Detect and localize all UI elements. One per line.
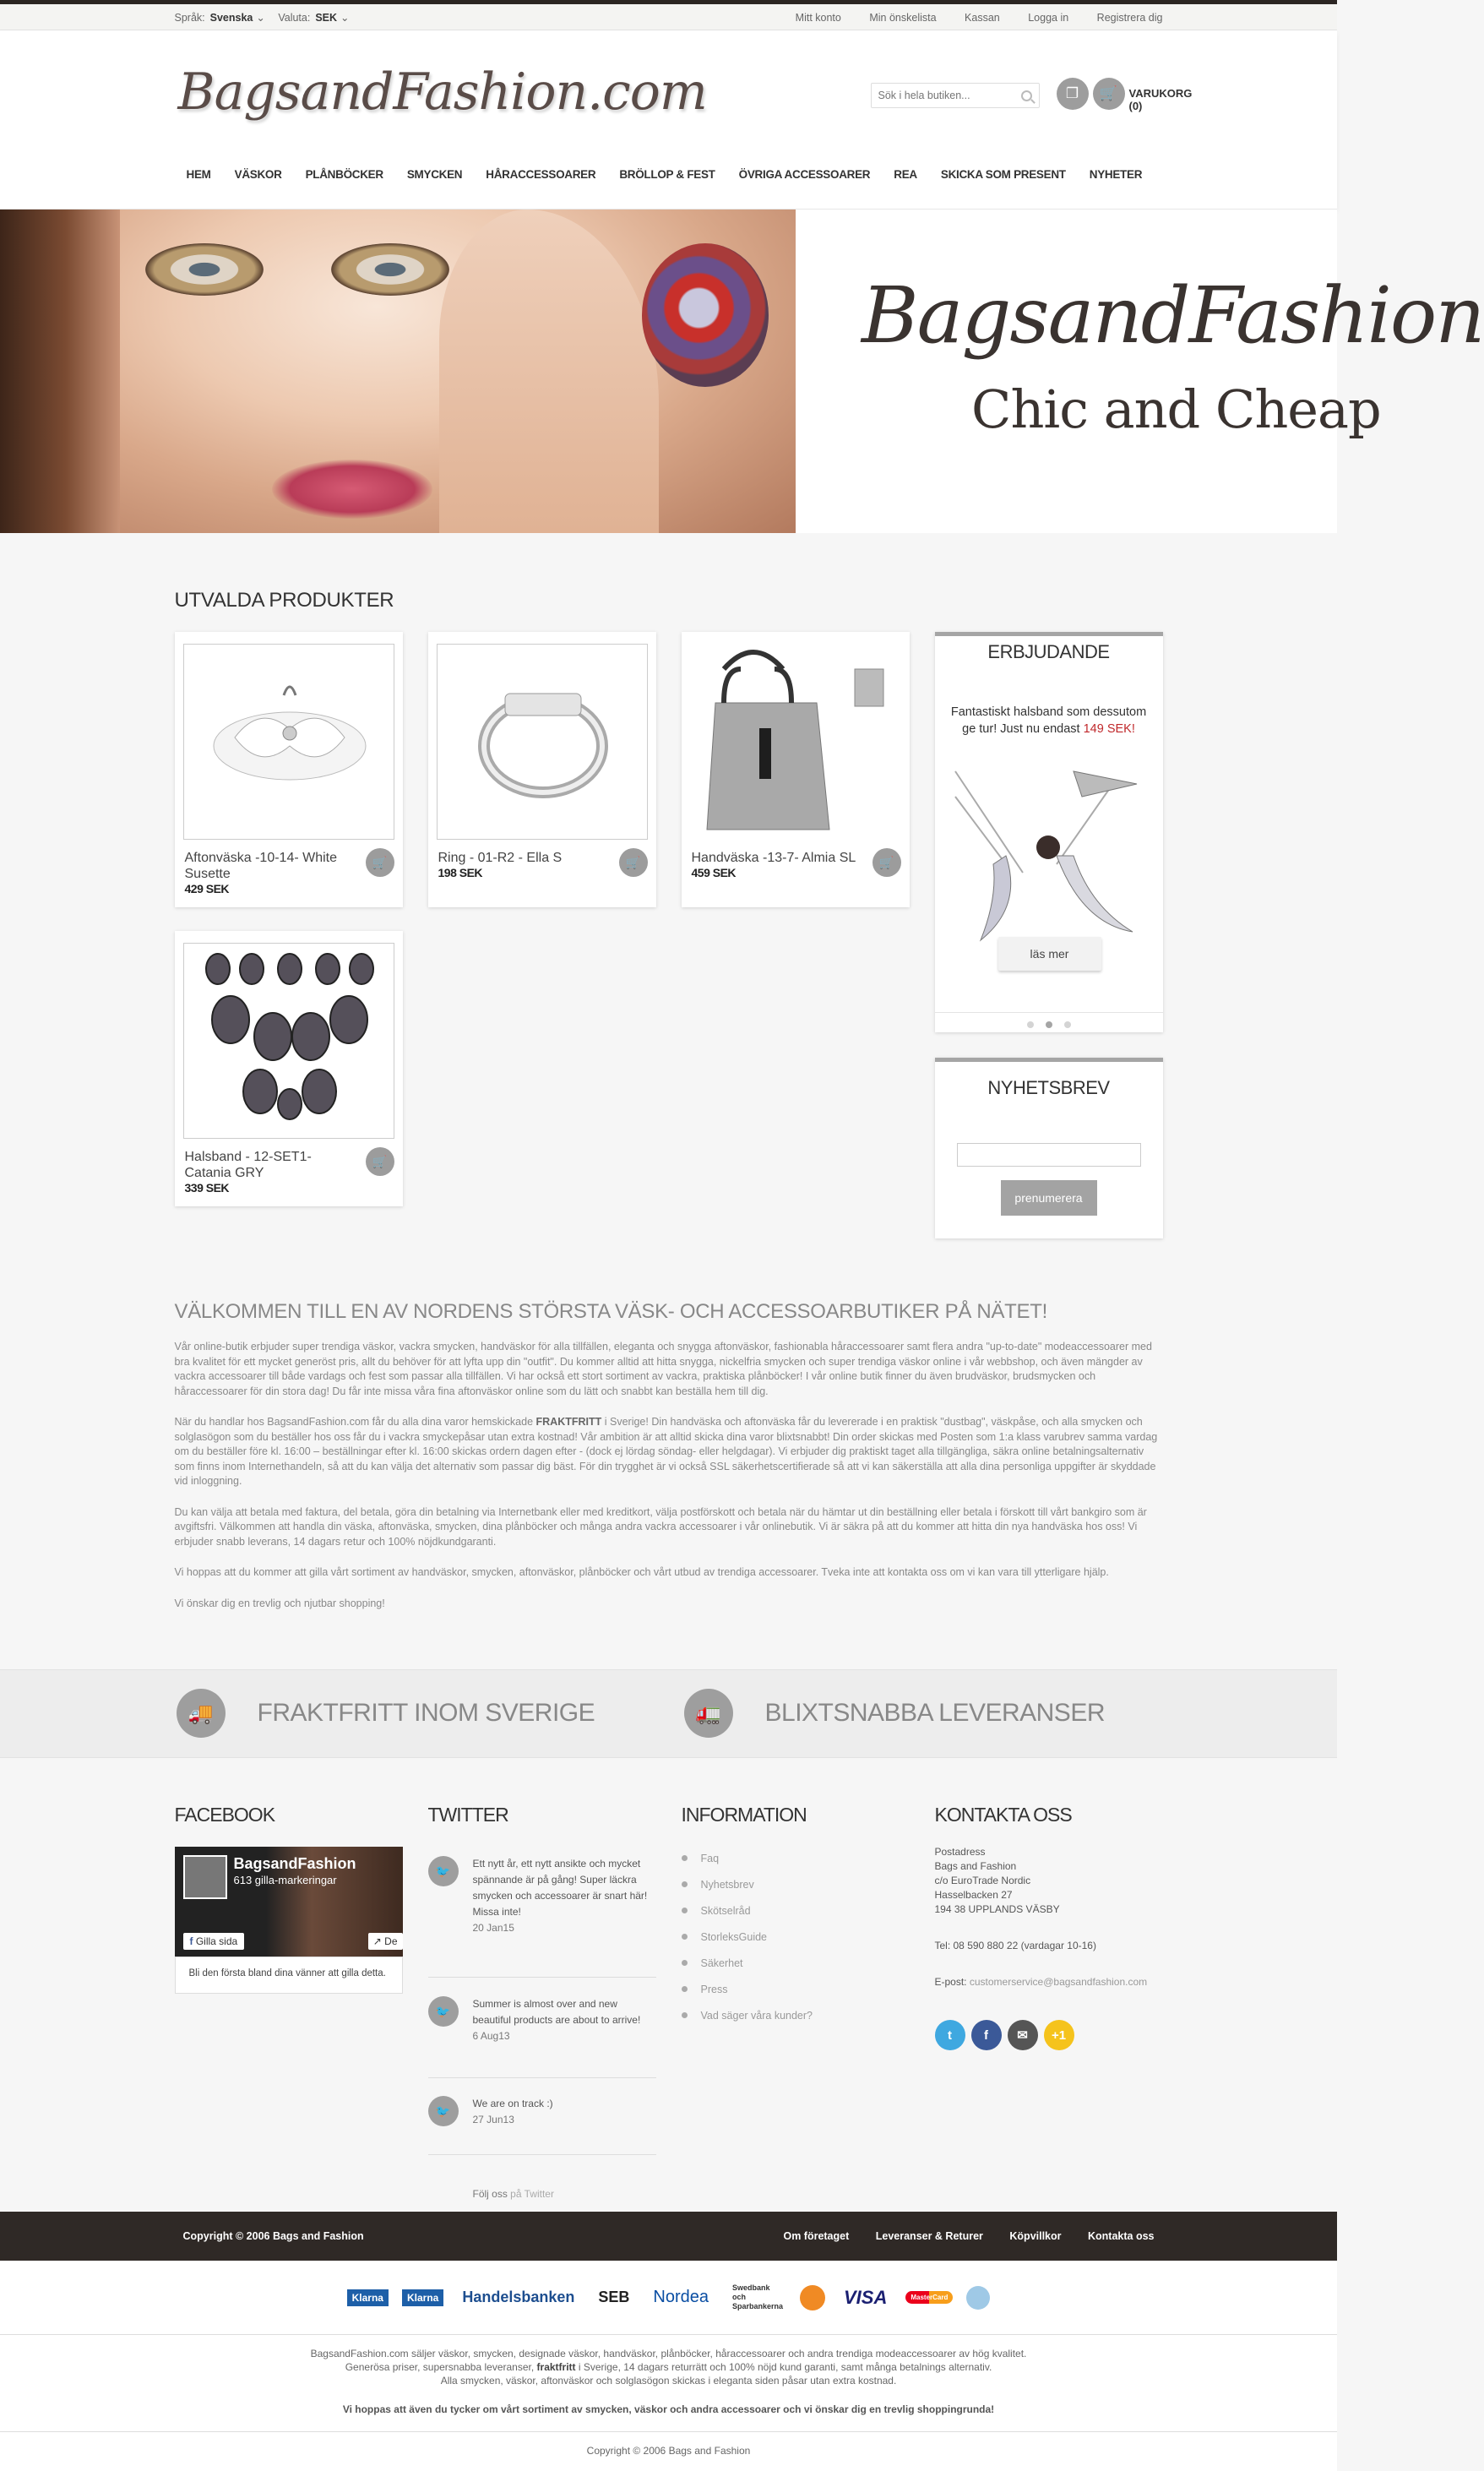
bottom-copyright: Copyright © 2006 Bags and Fashion — [0, 2431, 1337, 2457]
bullet-icon — [682, 1908, 688, 1913]
follow-twitter-link[interactable]: Följ oss på Twitter — [472, 2188, 554, 2200]
swedbank-logo: Swedbank och Sparbankerna — [732, 2283, 784, 2310]
handelsbanken-logo: Handelsbanken — [462, 2289, 575, 2305]
twitter-bird-icon: 🐦 — [428, 2096, 459, 2126]
read-more-button[interactable]: läs mer — [998, 937, 1101, 971]
offer-text: Fantastiskt halsband som dessutom ge tur! Just nu endast 149 SEK! — [950, 705, 1147, 736]
twitter-bird-icon: 🐦 — [428, 1856, 459, 1886]
offer-title: ERBJUDANDE — [987, 641, 1110, 662]
social-icons — [935, 2020, 1163, 2050]
product-card[interactable] — [175, 931, 403, 1206]
product-price: 339 SEK — [184, 1181, 230, 1195]
twitter-icon[interactable]: t — [935, 2020, 965, 2050]
banner-brand-text: BagsandFashion — [862, 270, 1484, 361]
banner-eye-right — [331, 243, 449, 296]
swedbank-icon — [800, 2285, 825, 2310]
facebook-likes: 613 gilla-markeringar — [233, 1874, 337, 1886]
main-nav — [175, 168, 1155, 181]
info-link-faq[interactable]: Faq — [682, 1845, 910, 1871]
login-link[interactable]: Logga in — [1028, 11, 1069, 24]
checkout-link[interactable]: Kassan — [965, 11, 1000, 24]
currency-label: Valuta: — [278, 12, 311, 24]
seb-logo: SEB — [598, 2289, 630, 2305]
bullet-icon — [682, 1855, 688, 1861]
language-label: Språk: — [174, 12, 205, 24]
information-column — [682, 1804, 910, 2028]
klarna-logo: Klarna — [402, 2289, 443, 2306]
truck-icon: 🚚 — [177, 1689, 226, 1738]
twitter-bird-icon: 🐦 — [428, 1996, 459, 2027]
header — [0, 30, 1337, 210]
nav-news[interactable]: NYHETER — [1089, 168, 1143, 181]
facebook-avatar — [183, 1855, 227, 1899]
compare-icon[interactable]: ❐ — [1057, 78, 1089, 110]
language-select[interactable]: Svenska ⌄ — [209, 12, 265, 24]
hero-banner[interactable] — [0, 210, 1484, 533]
usp-free-shipping: 🚚 FRAKTFRITT INOM SVERIGE — [177, 1689, 595, 1738]
add-to-cart-button[interactable] — [366, 1147, 394, 1176]
top-bar — [0, 0, 1337, 30]
newsletter-widget — [935, 1058, 1163, 1238]
footer-link-about[interactable]: Om företaget — [783, 2230, 850, 2242]
footer-link-delivery-returns[interactable]: Leveranser & Returer — [875, 2230, 983, 2242]
nav-hair-accessories[interactable]: HÅRACCESSOARER — [486, 168, 596, 181]
klarna-logo: Klarna — [347, 2289, 389, 2306]
welcome-paragraph: Vi önskar dig en trevlig och njutbar shopping! — [174, 1597, 385, 1609]
product-image[interactable] — [690, 644, 901, 840]
google-plus-icon[interactable]: +1 — [1044, 2020, 1074, 2050]
bullet-icon — [682, 1986, 688, 1992]
offer-slider-dots — [935, 1012, 1163, 1028]
banner-image-hair — [0, 210, 120, 533]
product-price: 459 SEK — [691, 866, 737, 879]
cart-icon: 🛒 — [878, 855, 894, 869]
usp-band — [0, 1669, 1337, 1758]
banner-slogan: Chic and Cheap — [971, 378, 1381, 440]
add-to-cart-button[interactable] — [872, 848, 901, 877]
cart-icon: 🛒 — [372, 1154, 388, 1168]
twitter-title: TWITTER — [427, 1804, 508, 1826]
nav-home[interactable]: HEM — [186, 168, 211, 181]
fast-truck-icon: 🚛 — [684, 1689, 733, 1738]
subscribe-button[interactable]: prenumerera — [1001, 1180, 1097, 1216]
add-to-cart-button[interactable] — [619, 848, 648, 877]
footer-link-terms[interactable]: Köpvillkor — [1009, 2230, 1062, 2242]
chevron-down-icon: ⌄ — [340, 12, 350, 24]
offer-necklace-image[interactable] — [947, 763, 1150, 957]
footer-bar — [0, 2212, 1337, 2261]
product-price: 198 SEK — [438, 866, 483, 879]
cart-icon: 🛒 — [372, 855, 388, 869]
slider-dot[interactable] — [1064, 1021, 1071, 1028]
newsletter-title: NYHETSBREV — [987, 1077, 1110, 1098]
wishlist-link[interactable]: Min önskelista — [869, 11, 937, 24]
nav-send-as-gift[interactable]: SKICKA SOM PRESENT — [940, 168, 1066, 181]
ssl-icon — [966, 2286, 990, 2310]
featured-section — [0, 533, 1337, 1293]
nav-other-accessories[interactable]: ÖVRIGA ACCESSOARER — [738, 168, 871, 181]
facebook-widget[interactable] — [175, 1847, 403, 1957]
product-image[interactable] — [437, 644, 648, 840]
nav-bags[interactable]: VÄSKOR — [234, 168, 282, 181]
info-link-care[interactable]: Skötselråd — [682, 1897, 910, 1924]
usp-fast-delivery: 🚛 BLIXTSNABBA LEVERANSER — [684, 1689, 1106, 1738]
footer-copyright: Copyright © 2006 Bags and Fashion — [182, 2230, 364, 2242]
facebook-note: Bli den första bland dina vänner att gilla detta. — [175, 1957, 403, 1994]
welcome-paragraph: Du kan välja att betala med faktura, del betala, göra din betalning via Internetbank eller med kreditkort, välja postförskott och betala när du hämtar ut din beställning eller betala i förskott till vårt bankgiro som är avgiftsfri. Välkommen att handla din väska, aftonväska, smycken, dina plånböcker och många andra vackra accessoarer i vår onlinebutik. Vi är säkra på att du kommer att hitta din nya handväska hos oss! Vi erbjuder snabb leverans, 14 dagars retur och 100% nöjdkundgaranti. — [174, 1505, 1147, 1548]
slider-dot[interactable] — [1027, 1021, 1034, 1028]
bullet-icon — [682, 1960, 688, 1966]
banner-eye-left — [145, 243, 264, 296]
product-image[interactable] — [183, 644, 394, 840]
twitter-column: TWITTER 🐦 Ett nytt år, ett nytt ansikte och mycket spännande är på gång! Super läckra smycken och accessoarer är snart här! Missa inte! 20 Jan15 🐦 Summer is almost over and new beautiful products are about to arrive! 6 Aug13 🐦 We are on track :) 27 Jun13 Följ oss på Twitter — [428, 1804, 656, 2209]
offer-price: 149 SEK! — [1083, 722, 1135, 736]
bullet-icon — [682, 1934, 688, 1940]
info-link-security[interactable]: Säkerhet — [682, 1950, 910, 1976]
facebook-page-name[interactable]: BagsandFashion — [233, 1855, 356, 1872]
product-name[interactable]: Handväska -13-7- Almia SL — [691, 851, 856, 865]
product-card[interactable] — [175, 632, 403, 907]
slider-dot-active[interactable] — [1046, 1021, 1052, 1028]
bullet-icon — [682, 2012, 688, 2018]
facebook-like-button[interactable]: f Gilla sida — [183, 1933, 245, 1950]
product-image[interactable] — [183, 943, 394, 1139]
info-link-size-guide[interactable]: StorleksGuide — [682, 1924, 910, 1950]
search-icon[interactable] — [1021, 90, 1032, 101]
contact-phone: Tel: 08 590 880 22 (vardagar 10-16) — [934, 1940, 1096, 1951]
newsletter-email-input[interactable] — [957, 1143, 1141, 1167]
banner-text-area — [796, 210, 1337, 533]
site-logo[interactable]: BagsandFashion.com — [177, 63, 707, 122]
facebook-share-button[interactable]: ↗ De — [368, 1933, 403, 1950]
search-box[interactable] — [871, 83, 1040, 108]
welcome-title: VÄLKOMMEN TILL EN AV NORDENS STÖRSTA VÄSK- OCH ACCESSOARBUTIKER PÅ NÄTET! — [174, 1300, 1047, 1323]
product-card[interactable] — [428, 632, 656, 907]
register-link[interactable]: Registrera dig — [1096, 11, 1163, 24]
info-link-reviews[interactable]: Vad säger våra kunder? — [682, 2002, 910, 2028]
footer-link-contact[interactable]: Kontakta oss — [1088, 2230, 1155, 2242]
product-name[interactable]: Halsband - 12-SET1-Catania GRY — [184, 1150, 312, 1180]
facebook-icon: f — [189, 1935, 196, 1947]
facebook-column — [175, 1804, 403, 1994]
nav-wallets[interactable]: PLÅNBÖCKER — [305, 168, 383, 181]
welcome-section — [0, 1293, 1337, 1669]
footer-columns — [0, 1758, 1337, 2212]
add-to-cart-button[interactable] — [366, 848, 394, 877]
cart-link[interactable]: VARUKORG (0) — [1128, 87, 1193, 112]
product-name[interactable]: Aftonväska -10-14- White Susette — [184, 851, 338, 881]
facebook-title: FACEBOOK — [174, 1804, 275, 1826]
welcome-paragraph: När du handlar hos BagsandFashion.com får du alla dina varor hemskickade FRAKTFRITT i Sverige! Din handväska och aftonväska får du levererade i en praktisk "dustbag", väskpåse, och alla smycken och solglasögon som du beställer hos oss får du i vackra smyckepåsar utan extra kostnad! Vår ambition är att alltid skicka dina varor blixtsnabbt! Din order skickas med Posten som 1:a klass varubrev samma vardag om du beställer före kl. 16:00 – beställningar efter kl. 16:00 skickas ordern dagen efter - (dock ej lördag söndag- eller helgdagar). Vi erbjuder dig praktiskt taget alla tillgängliga, säkra online betalningsalternativ som finns inom Internethandeln, så att du kan välja det alternativ som passar dig bäst. För din trygghet är vi också SSL säkerhetscertifierade så att vi kan säkerställa att alla dina personliga uppgifter är skyddade vid inloggning. — [174, 1416, 1158, 1487]
welcome-paragraph: Vår online-butik erbjuder super trendiga väskor, vackra smycken, handväskor för alla tillfällen, eleganta och snygga aftonväskor, fashionabla håraccessoarer samt flera andra "up-to-date" modeaccessoarer med bra kvalitet för ett mycket generöst pris, allt du behöver för att lyfta upp din "outfit". Du kommer alltid att hitta snygga, nickelfria smycken och super trendiga väskor online i vår webbshop, och även mängder av vackra accessoarer till både vardags och fest som passar alla tillfällen. Vi har också ett stort sortiment av vackra, praktiska plånböcker! I vår online butik finner du även brudväskor, brudsmycken och håraccessoarer för din stora dag! Du får inte missa våra fina aftonväskor online som du lätt och snabbt kan beställa hem till dig. — [174, 1341, 1152, 1397]
cart-icon: 🛒 — [625, 855, 641, 869]
visa-logo: VISA — [844, 2286, 888, 2308]
product-name[interactable]: Ring - 01-R2 - Ella S — [438, 851, 563, 865]
search-input[interactable] — [878, 90, 1021, 101]
bottom-text: BagsandFashion.com säljer väskor, smycken, designade väskor, handväskor, plånböcker, håraccessoarer och andra trendiga modeaccessoarer av hög kvalitet. Generösa priser, supersnabba leveranser, fraktfritt i Sverige, 14 dagars returrätt och 100% nöjd kund garanti, samt många betalnings alternativ. Alla smycken, väskor, aftonväskor och solglasögon skickas i eleganta siden påsar utan extra kostnad. Vi hoppas att även du tycker om vårt sortiment av smycken, väskor och andra accessoarer och vi önskar dig en trevlig shoppingrunda! Copyright © 2006 Bags and Fashion — [0, 2335, 1337, 2471]
info-link-newsletter[interactable]: Nyhetsbrev — [682, 1871, 910, 1897]
my-account-link[interactable]: Mitt konto — [795, 11, 841, 24]
currency-select[interactable]: SEK ⌄ — [315, 12, 350, 24]
bullet-icon — [682, 1881, 688, 1887]
share-icon: ↗ — [372, 1935, 385, 1947]
welcome-paragraph: Vi hoppas att du kommer att gilla vårt sortiment av handväskor, smycken, aftonväskor, plånböcker och vårt utbud av trendiga accessoarer. Tveka inte att kontakta oss om vi kan vara till ytterligare hjälp. — [174, 1566, 1109, 1578]
nav-sale[interactable]: REA — [894, 168, 917, 181]
payment-logos — [0, 2261, 1337, 2335]
mastercard-logo: MasterCard — [905, 2291, 953, 2304]
contact-address: Postadress Bags and Fashion c/o EuroTrade Nordic Hasselbacken 27 194 38 UPPLANDS VÄSBY Tel: 08 590 880 22 (vardagar 10-16) E-post: customerservice@bagsandfashion.com — [935, 1845, 1163, 1989]
banner-ring — [642, 243, 769, 387]
offer-widget — [935, 632, 1163, 1032]
featured-title: UTVALDA PRODUKTER — [174, 589, 394, 612]
cart-icon[interactable]: 🛒 — [1093, 78, 1125, 110]
information-title: INFORMATION — [681, 1804, 807, 1826]
email-icon[interactable]: ✉ — [1008, 2020, 1038, 2050]
contact-email-link[interactable]: customerservice@bagsandfashion.com — [969, 1976, 1148, 1988]
product-card[interactable] — [682, 632, 910, 907]
nordea-logo: Nordea — [653, 2288, 709, 2306]
contact-column — [935, 1804, 1163, 2050]
chevron-down-icon: ⌄ — [256, 12, 265, 24]
banner-lips — [272, 460, 432, 519]
nav-wedding-party[interactable]: BRÖLLOP & FEST — [619, 168, 715, 181]
info-link-press[interactable]: Press — [682, 1976, 910, 2002]
facebook-icon[interactable]: f — [971, 2020, 1002, 2050]
product-price: 429 SEK — [184, 882, 230, 895]
contact-title: KONTAKTA OSS — [934, 1804, 1072, 1826]
nav-jewelry[interactable]: SMYCKEN — [406, 168, 463, 181]
